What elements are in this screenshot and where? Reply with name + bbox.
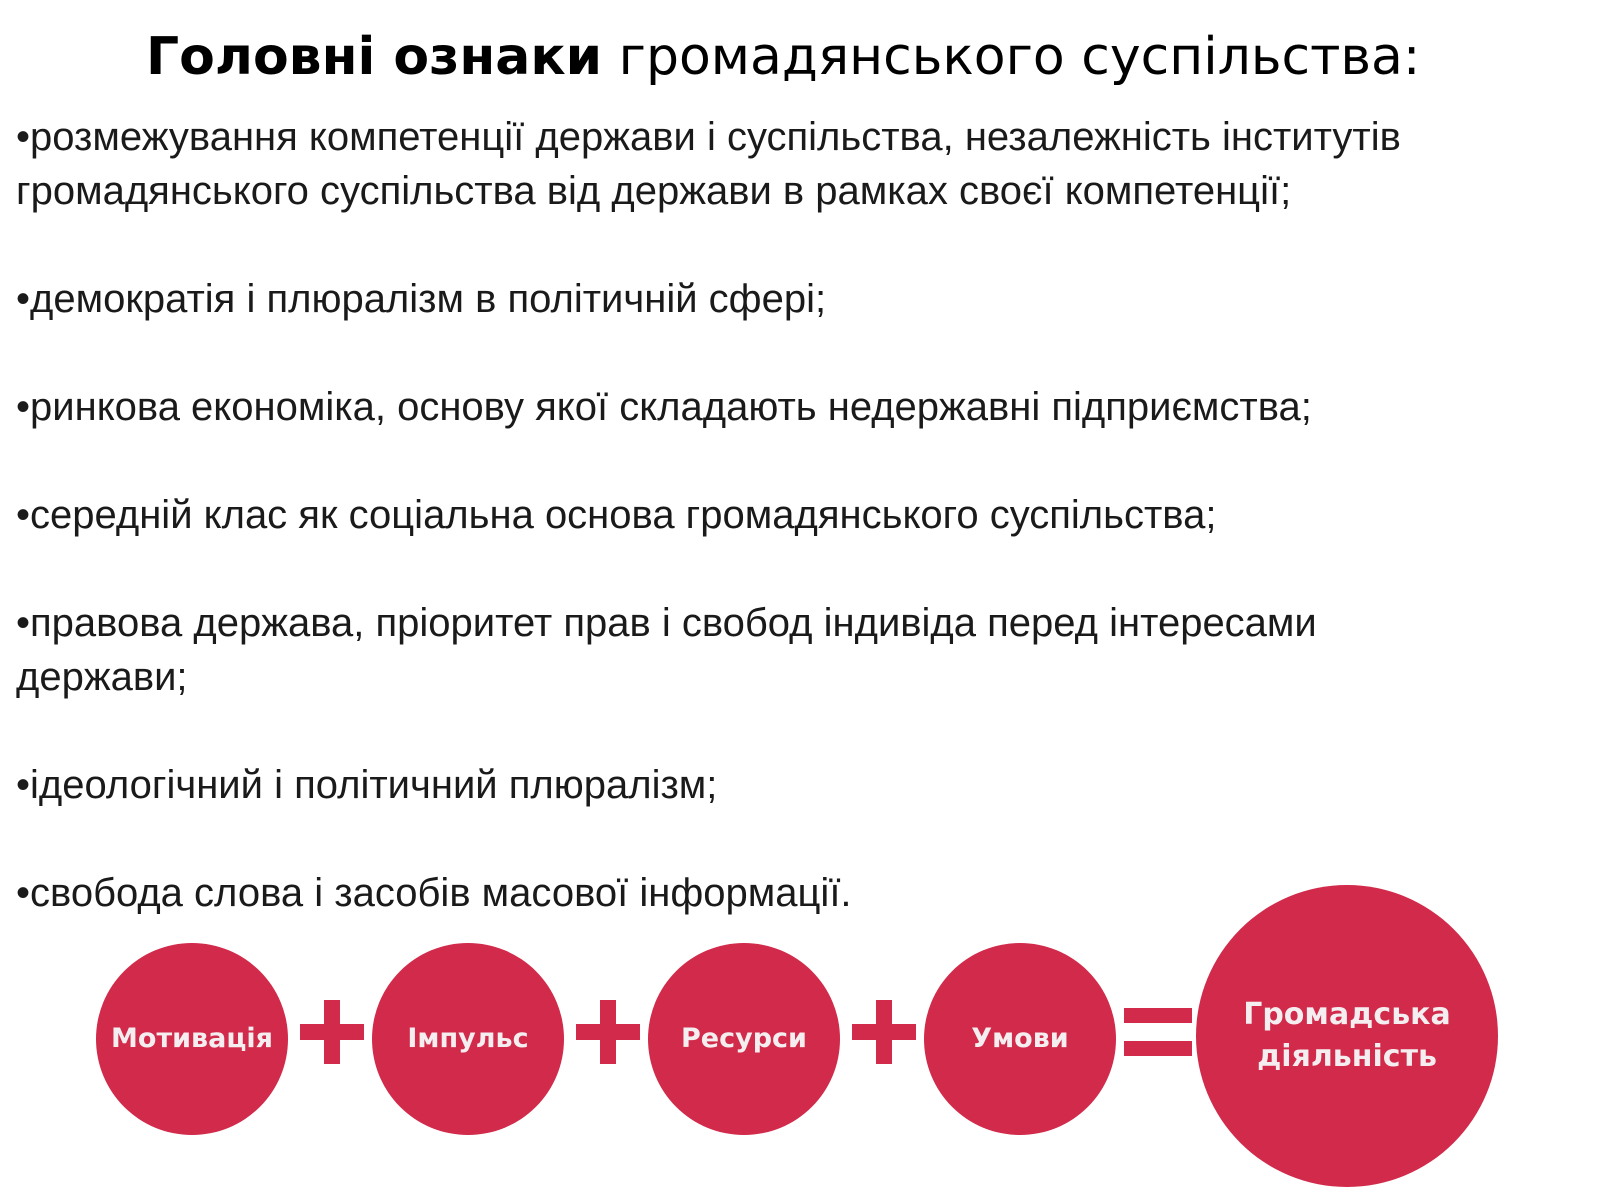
list-item <box>16 866 1556 920</box>
list-item-text: правова держава, пріоритет прав і свобод індивіда перед інтересами <box>30 601 1317 645</box>
list-item-text: свобода слова і засобів масової інформації. <box>30 871 852 915</box>
bullet-marker: • <box>16 493 31 537</box>
list-item <box>16 596 1556 704</box>
plus-icon <box>576 1000 640 1064</box>
result-line-2: діяльність <box>1257 1039 1437 1074</box>
circle-resources <box>648 943 840 1135</box>
bullet-marker: • <box>16 871 31 915</box>
equals-icon <box>1124 1008 1192 1058</box>
list-item <box>16 758 1556 812</box>
circle-impulse <box>372 943 564 1135</box>
result-line-1: Громадська <box>1243 997 1451 1032</box>
circle-civic-activity <box>1196 885 1498 1187</box>
list-item <box>16 110 1556 218</box>
list-item-text: ринкова економіка, основу якої складають недержавні підприємства; <box>30 385 1312 429</box>
circle-conditions <box>924 943 1116 1135</box>
bullet-marker: • <box>16 601 31 645</box>
plus-icon <box>852 1000 916 1064</box>
bullet-marker: • <box>16 763 31 807</box>
list-item <box>16 380 1556 434</box>
list-item-text: ідеологічний і політичний плюралізм; <box>30 763 718 807</box>
bullet-marker: • <box>16 385 31 429</box>
circle-label: Ресурси <box>681 1023 807 1054</box>
title-rest: громадянського суспільства: <box>602 27 1421 87</box>
circle-label: Умови <box>971 1023 1069 1054</box>
bullet-marker: • <box>16 115 31 159</box>
circle-motivation <box>96 943 288 1135</box>
slide-title <box>146 22 1526 102</box>
list-item-text-continued: громадянського суспільства від держави в рамках своєї компетенції; <box>16 169 1292 213</box>
circle-label: Мотивація <box>111 1023 273 1054</box>
list-item <box>16 272 1556 326</box>
plus-icon <box>300 1000 364 1064</box>
circle-label-result <box>1223 994 1471 1078</box>
list-item-text: демократія і плюралізм в політичній сфері; <box>30 277 827 321</box>
list-item-text-continued: держави; <box>16 655 188 699</box>
bullet-marker: • <box>16 277 31 321</box>
circle-label: Імпульс <box>407 1023 529 1054</box>
title-bold: Головні ознаки <box>146 27 603 87</box>
list-item <box>16 488 1556 542</box>
list-item-text: середній клас як соціальна основа громадянського суспільства; <box>30 493 1217 537</box>
list-item-text: розмежування компетенції держави і суспільства, незалежність інститутів <box>30 115 1401 159</box>
